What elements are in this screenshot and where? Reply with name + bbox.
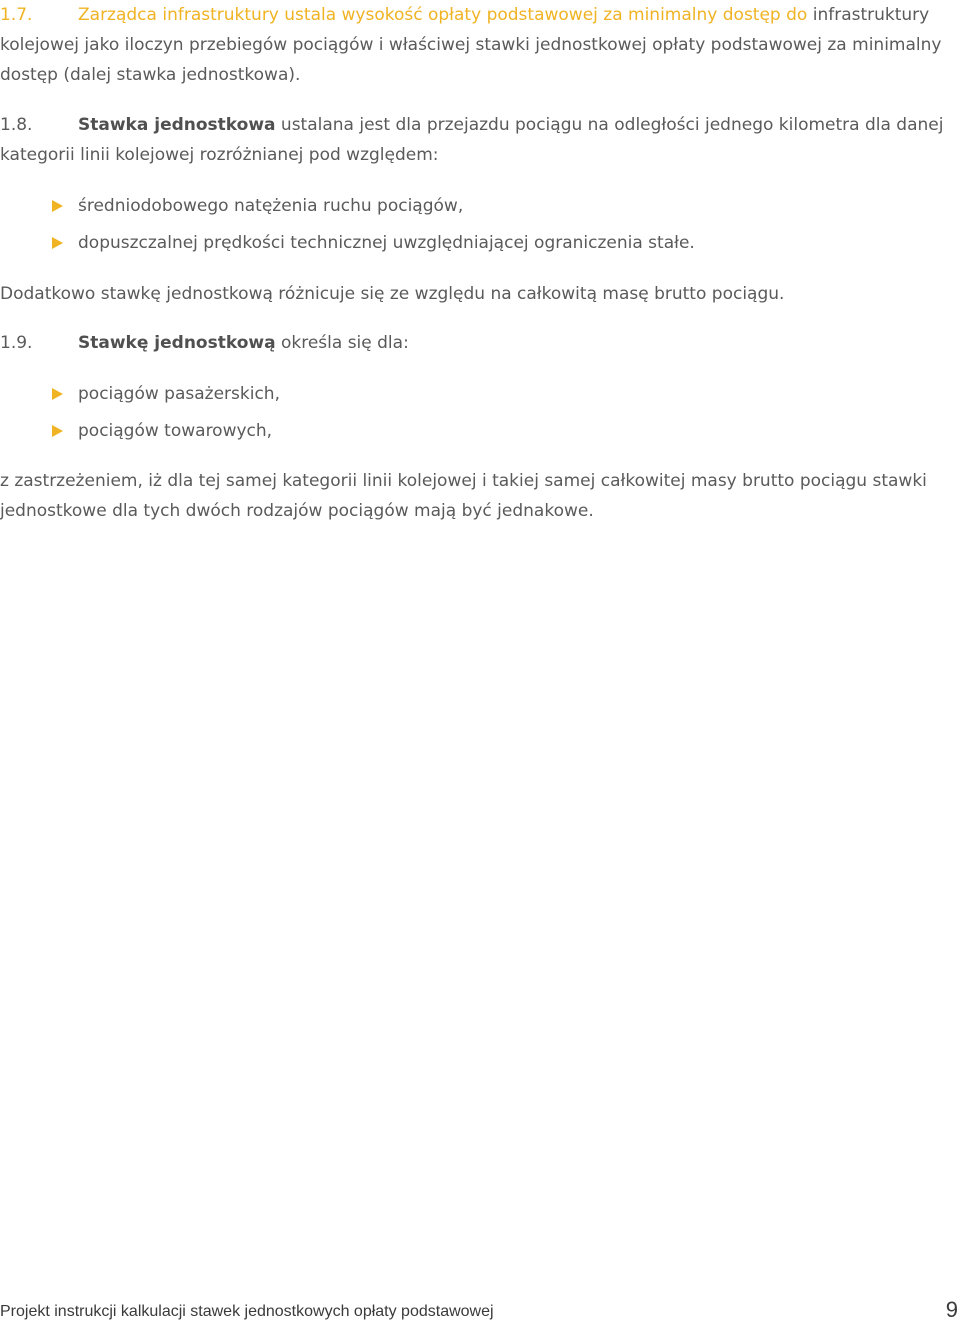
bullet-triangle-icon [52, 237, 63, 249]
section-lead: Zarządca infrastruktury ustala wysokość opłaty podstawowej za minimalny dostęp do [78, 5, 808, 25]
section-1-8-note: Dodatkowo stawkę jednostkową różnicuje się ze względu na całkowitą masę brutto pociągu. [0, 284, 785, 304]
bullet-triangle-icon [52, 388, 63, 400]
list-item: dopuszczalnej prędkości technicznej uwzględniającej ograniczenia stałe. [52, 228, 695, 258]
list-item: pociągów pasażerskich, [52, 379, 280, 409]
section-lead: Stawka jednostkowa [78, 115, 276, 135]
bullet-triangle-icon [52, 425, 63, 437]
section-text: infrastruktury kolejowej jako iloczyn przebiegów pociągów i właściwej stawki jednostkowej opłaty podstawowej za minimalny dostęp (dalej stawka jednostkowa). [0, 5, 942, 85]
list-item: średniodobowego natężenia ruchu pociągów, [52, 191, 463, 221]
section-number: 1.9. [0, 333, 33, 353]
section-text: określa się dla: [275, 333, 409, 353]
bullet-triangle-icon [52, 200, 63, 212]
section-1-8 [0, 110, 945, 170]
section-text: ustalana jest dla przejazdu pociągu na odległości jednego kilometra dla danej kategorii linii kolejowej rozróżnianej pod względem: [0, 115, 944, 165]
page-number: 9 [945, 1297, 958, 1322]
section-number: 1.7. [0, 5, 33, 25]
list-item: pociągów towarowych, [52, 416, 272, 446]
section-1-9 [0, 328, 945, 358]
section-number: 1.8. [0, 115, 33, 135]
section-1-7 [0, 0, 945, 90]
footer-title: Projekt instrukcji kalkulacji stawek jednostkowych opłaty podstawowej [0, 1303, 494, 1320]
section-1-9-note: z zastrzeżeniem, iż dla tej samej kategorii linii kolejowej i takiej samej całkowitej masy brutto pociągu stawki jednostkowe dla tych dwóch rodzajów pociągów mają być jednakowe. [0, 471, 927, 521]
page-footer [0, 1297, 960, 1331]
section-lead: Stawkę jednostkową [78, 333, 276, 353]
